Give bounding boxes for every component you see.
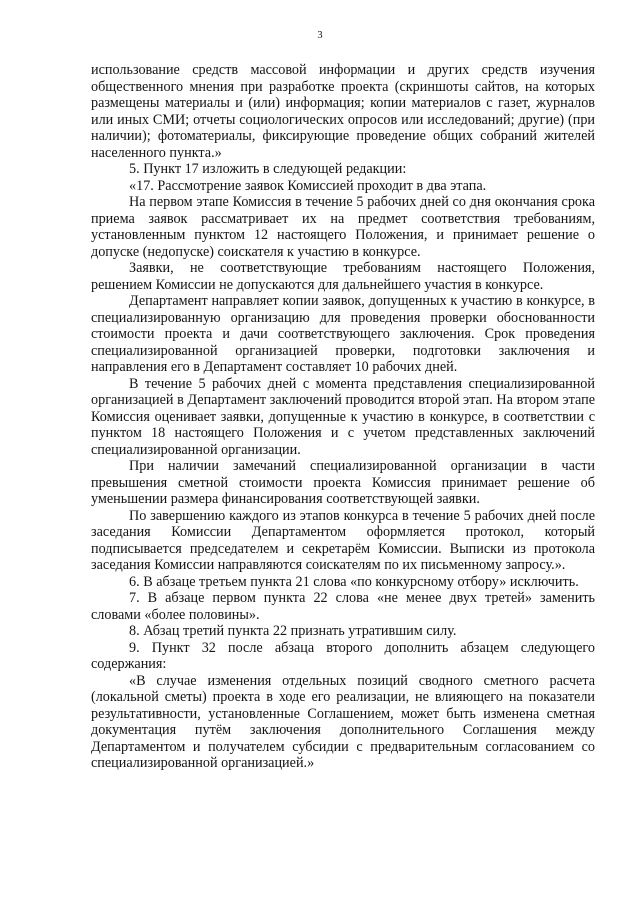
paragraph-quote-17: «17. Рассмотрение заявок Комиссией проходит в два этапа. — [129, 177, 487, 194]
paragraph-continuation: использование средств массовой информации и других средств изучения общественного мнения при разработке проекта (скриншоты сайтов, на которых размещены материалы и (или) информация; копии материалов с газет, журналов или иных СМИ; отчеты социологических опросов или исследований; другие) (при наличии); фотоматериалы, фиксирующие проведение общих собраний жителей населенного пункта.» — [91, 62, 595, 161]
paragraph-item-7: 7. В абзаце первом пункта 22 слова «не менее двух третей» заменить словами «более половины». — [91, 590, 595, 623]
paragraph-protocol: По завершению каждого из этапов конкурса в течение 5 рабочих дней после заседания Комиссии Департаментом оформляется протокол, который подписывается председателем и секретарём Комиссии. Выписки из протокола заседания Комиссии направляются соискателям по их письменному запросу.». — [91, 507, 595, 573]
paragraph-item-8: 8. Абзац третий пункта 22 признать утратившим силу. — [129, 623, 457, 639]
paragraph-item-9: 9. Пункт 32 после абзаца второго дополнить абзацем следующего содержания: — [91, 639, 595, 672]
paragraph-item-5: 5. Пункт 17 изложить в следующей редакции: — [129, 161, 407, 177]
paragraph-remarks: При наличии замечаний специализированной организации в части превышения сметной стоимости проекта Комиссия принимает решение об уменьшении размера финансирования соответствующей заявки. — [91, 458, 595, 507]
page-number: 3 — [317, 30, 323, 41]
paragraph-department-review: Департамент направляет копии заявок, допущенных к участию в конкурсе, в специализированную организацию для проведения проверки обоснованности стоимости проекта и дачи соответствующего заключения. Срок проведения специализированной организацией проверки, подготовки заключения и направления его в Департамент составляет 10 рабочих дней. — [91, 293, 595, 375]
paragraph-rejected-applications: Заявки, не соответствующие требованиям настоящего Положения, решением Комиссии не допускаются для дальнейшего участия в конкурсе. — [91, 260, 595, 293]
document-body — [91, 62, 595, 772]
paragraph-first-stage: На первом этапе Комиссия в течение 5 рабочих дней со дня окончания срока приема заявок рассматривает их на предмет соответствия требованиям, установленным пунктом 12 настоящего Положения, и принимает решение о допуске (недопуске) соискателя к участию в конкурсе. — [91, 194, 595, 260]
paragraph-quote-estimate: «В случае изменения отдельных позиций сводного сметного расчета (локальной сметы) проекта в ходе его реализации, не влияющего на показатели результативности, установленные Соглашением, может быть изменена сметная документация путём заключения дополнительного Соглашения между Департаментом и получателем субсидии с предварительным согласованием со специализированной организацией.» — [91, 672, 595, 771]
paragraph-second-stage: В течение 5 рабочих дней с момента представления специализированной организацией в Департамент заключений проводится второй этап. На втором этапе Комиссия оценивает заявки, допущенные к участию в конкурсе, в соответствии с пунктом 18 настоящего Положения и с учетом представленных заключений специализированной организации. — [91, 375, 595, 458]
paragraph-item-6: 6. В абзаце третьем пункта 21 слова «по конкурсному отбору» исключить. — [129, 573, 579, 590]
